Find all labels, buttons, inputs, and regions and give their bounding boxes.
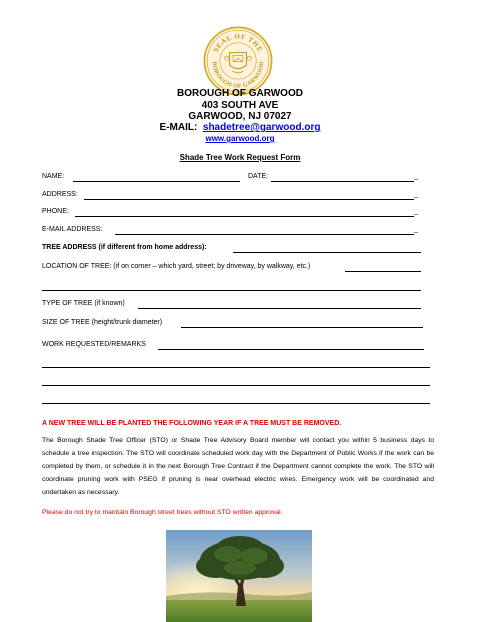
remarks-line-3[interactable] bbox=[42, 403, 430, 404]
maintenance-warning: Please do not try to maintain Borough street trees without STO written approval. bbox=[42, 509, 283, 516]
tree-size-label: SIZE OF TREE (height/trunk diameter) bbox=[42, 319, 163, 326]
process-info-paragraph: The Borough Shade Tree Officer (STO) or Shade Tree Advisory Board member will contact you within 5 business days to schedule a tree inspection. The STO will coordinate scheduled work day with the Department of Public Works if the work can be completed by them, or schedule it in the next Borough Tree Contract if the Department cannot complete the work. The STO will coordinate pruning work with PSEG if pruning is near overhead electric wires. Emergency work will be coordinated and undertaken as necessary. bbox=[42, 437, 434, 496]
email-address-field[interactable] bbox=[115, 234, 414, 235]
address-field[interactable] bbox=[84, 199, 414, 200]
line-end-mark: _ bbox=[414, 226, 418, 233]
name-label: NAME: bbox=[42, 173, 65, 180]
email-address-label: E-MAIL ADDRESS: bbox=[42, 226, 103, 233]
header-email-line bbox=[0, 122, 480, 133]
org-street: 403 SOUTH AVE bbox=[201, 100, 279, 111]
borough-seal-icon bbox=[203, 26, 273, 96]
phone-field[interactable] bbox=[75, 216, 414, 217]
remarks-line-1[interactable] bbox=[42, 367, 430, 368]
location-field[interactable] bbox=[345, 271, 421, 272]
name-field[interactable] bbox=[73, 181, 240, 182]
seal-bottom-text: BOROUGH OF GARWOOD bbox=[210, 61, 266, 90]
oak-tree-photo bbox=[166, 530, 312, 622]
line-end-mark: _ bbox=[414, 208, 418, 215]
line-end-mark: _ bbox=[414, 173, 418, 180]
line-end-mark: _ bbox=[414, 191, 418, 198]
date-field[interactable] bbox=[271, 181, 414, 182]
email-label: E-MAIL bbox=[159, 122, 194, 133]
email-separator: : bbox=[193, 122, 198, 133]
work-requested-label: WORK REQUESTED/REMARKS bbox=[42, 341, 146, 348]
website-link[interactable]: www.garwood.org bbox=[205, 134, 275, 143]
replacement-notice: A NEW TREE WILL BE PLANTED THE FOLLOWING YEAR IF A TREE MUST BE REMOVED. bbox=[42, 420, 342, 427]
tree-address-label: TREE ADDRESS (if different from home address): bbox=[42, 244, 207, 251]
remarks-line-2[interactable] bbox=[42, 385, 430, 386]
tree-type-field[interactable] bbox=[138, 308, 421, 309]
phone-label: PHONE: bbox=[42, 208, 69, 215]
work-requested-field[interactable] bbox=[158, 349, 424, 350]
form-title: Shade Tree Work Request Form bbox=[179, 153, 301, 162]
address-label: ADDRESS: bbox=[42, 191, 78, 198]
location-label: LOCATION OF TREE: (if on corner – which yard, street; by driveway, by walkway, etc.) bbox=[42, 263, 311, 270]
email-link[interactable]: shadetree@garwood.org bbox=[202, 122, 321, 133]
location-field-line-2[interactable] bbox=[42, 290, 421, 291]
date-label: DATE: bbox=[248, 173, 269, 180]
org-city: GARWOOD, NJ 07027 bbox=[188, 111, 292, 122]
tree-address-field[interactable] bbox=[233, 252, 421, 253]
tree-size-field[interactable] bbox=[181, 327, 423, 328]
org-name: BOROUGH OF GARWOOD bbox=[177, 88, 303, 99]
tree-type-label: TYPE OF TREE (if known) bbox=[42, 300, 125, 307]
seal-top-text: SEAL OF THE bbox=[211, 32, 265, 54]
